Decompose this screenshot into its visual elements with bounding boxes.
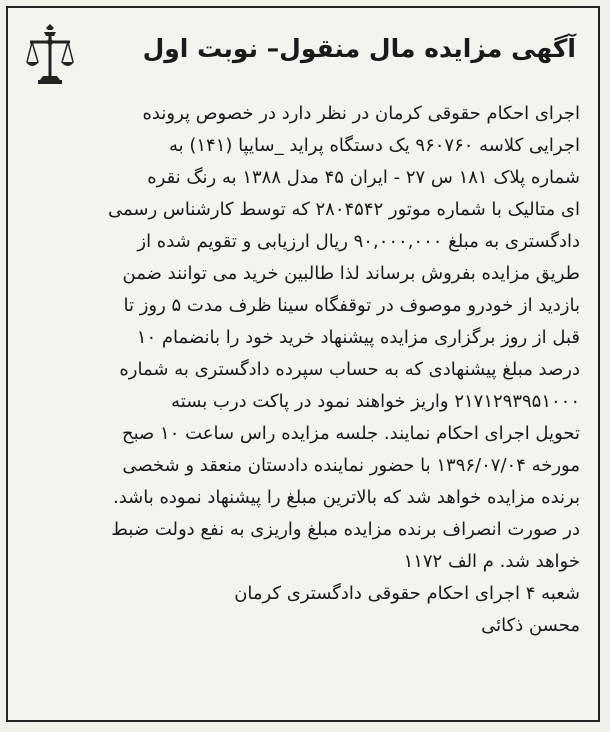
body-line: درصد مبلغ پیشنهادی که به حساب سپرده دادگستری به شماره bbox=[119, 359, 580, 380]
body-line: بازدید از خودرو موصوف در توقفگاه سینا ظرف مدت ۵ روز تا bbox=[123, 295, 580, 316]
notice-header bbox=[8, 8, 598, 88]
auction-notice bbox=[6, 6, 600, 722]
notice-title: آگهی مزایده مال منقول– نوبت اول bbox=[142, 34, 576, 63]
body-line: تحویل اجرای احکام نمایند. جلسه مزایده راس ساعت ۱۰ صبح bbox=[121, 423, 580, 444]
body-line: اجرای احکام حقوقی کرمان در نظر دارد در خصوص پرونده bbox=[142, 103, 580, 124]
body-line: برنده مزایده خواهد شد که بالاترین مبلغ را پیشنهاد نموده باشد. bbox=[113, 487, 580, 508]
body-line: ای متالیک با شماره موتور ۲۸۰۴۵۴۲ که توسط کارشناس رسمی bbox=[108, 199, 580, 220]
body-line: دادگستری به مبلغ ۹۰,۰۰۰,۰۰۰ ریال ارزیابی و تقویم شده از bbox=[137, 231, 580, 252]
body-line: اجرایی کلاسه ۹۶۰۷۶۰ یک دستگاه پراید _سایپا (۱۴۱) به bbox=[168, 135, 580, 156]
signature-office: شعبه ۴ اجرای احکام حقوقی دادگستری کرمان bbox=[234, 583, 580, 604]
body-line: قبل از روز برگزاری مزایده پیشنهاد خرید خود را بانضمام ۱۰ bbox=[136, 327, 580, 348]
body-line: ۲۱۷۱۲۹۳۹۵۱۰۰۰ واریز خواهند نمود در پاکت درب بسته bbox=[171, 391, 580, 412]
signature-name: محسن ذکائی bbox=[481, 615, 580, 636]
body-line: مورخه ۱۳۹۶/۰۷/۰۴ با حضور نماینده دادستان منعقد و شخصی bbox=[122, 455, 580, 476]
body-line: خواهد شد. م الف ۱۱۷۲ bbox=[403, 551, 580, 572]
body-line: طریق مزایده بفروش برساند لذا طالبین خرید می توانند ضمن bbox=[122, 263, 580, 284]
body-line: در صورت انصراف برنده مزایده مبلغ واریزی به نفع دولت ضبط bbox=[111, 519, 580, 540]
notice-body bbox=[26, 98, 580, 642]
body-line: شماره پلاک ۱۸۱ س ۲۷ - ایران ۴۵ مدل ۱۳۸۸ به رنگ نقره bbox=[147, 167, 580, 188]
scales-of-justice-icon bbox=[26, 24, 74, 88]
